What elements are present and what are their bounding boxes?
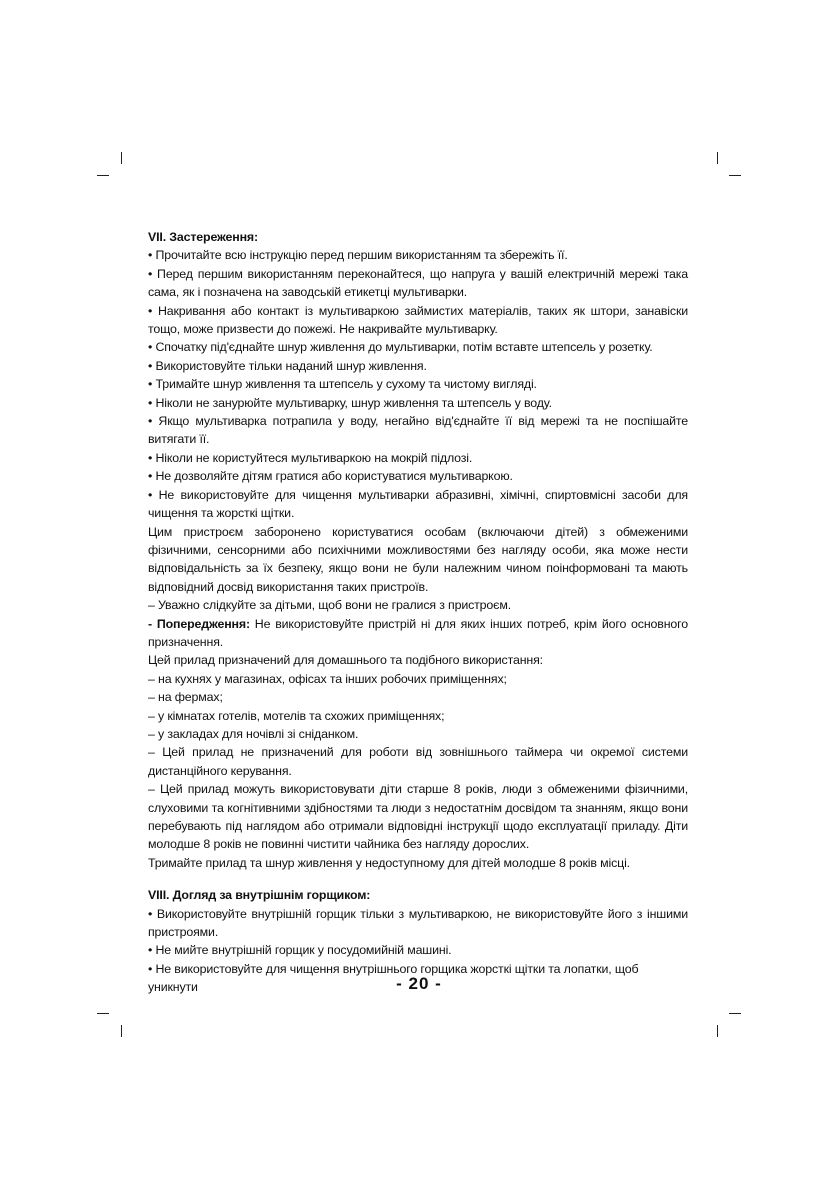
usage-item: Тримайте прилад та шнур живлення у недоступному для дітей молодше 8 років місці.	[148, 855, 630, 870]
warning-item: • Не використовуйте для чищення мультиварки абразивні, хімічні, спиртовмісні засоби для чищення та жорсткі щітки.	[148, 487, 688, 521]
crop-mark-bottom-right-v	[717, 1025, 718, 1037]
warning-item: • Не дозволяйте дітям гратися або користуватися мультиваркою.	[148, 469, 513, 484]
page-number: - 20 -	[396, 974, 442, 993]
usage-item: Цей прилад призначений для домашнього та подібного використання:	[148, 653, 543, 668]
usage-item: – у закладах для ночівлі зі сніданком.	[148, 726, 359, 741]
warning-paragraph: Цим пристроєм заборонено користуватися особам (включаючи дітей) з обмеженими фізичними, сенсорними або психічними можливостями без нагляду особи, яка може нести відповідальність за їх безпеку, якщо вони не були належним чином поінформовані та мають відповідний досвід використання таких пристроїв.	[148, 524, 688, 594]
warning-item: • Прочитайте всю інструкцію перед першим використанням та збережіть її.	[148, 248, 568, 263]
usage-item: – Цей прилад можуть використовувати діти старше 8 років, люди з обмеженими фізичними, слуховими та когнітивними здібностями та люди з недостатнім досвідом та знанням, якщо вони перебувають під наглядом або отримали відповідні інструкції щодо експлуатації приладу. Діти молодше 8 років не повинні чистити чайника без нагляду дорослих.	[148, 782, 688, 852]
warning-item: • Спочатку під'єднайте шнур живлення до мультиварки, потім вставте штепсель у розетку.	[148, 340, 653, 355]
warning-item: • Тримайте шнур живлення та штепсель у сухому та чистому вигляді.	[148, 377, 537, 392]
warning-item: – Уважно слідкуйте за дітьми, щоб вони не гралися з пристроєм.	[148, 598, 511, 613]
warning-item: • Накривання або контакт із мультиваркою займистих матеріалів, таких як штори, занавіски тощо, може призвести до пожежі. Не накривайте мультиварку.	[148, 303, 688, 337]
warning-item: • Перед першим використанням переконайтеся, що напруга у вашій електричній мережі така сама, як і позначена на заводській етикетці мультиварки.	[148, 266, 688, 300]
crop-mark-top-left-h	[97, 175, 109, 176]
crop-mark-top-left-v	[121, 152, 122, 164]
care-item: • Не використовуйте для чищення внутрішнього горщика жорсткі щітки та лопатки, щоб уникнути	[148, 961, 639, 995]
care-item: • Використовуйте внутрішній горщик тільки з мультиваркою, не використовуйте його з іншими пристроями.	[148, 906, 688, 940]
warning-item: • Якщо мультиварка потрапила у воду, негайно від'єднайте її від мережі та не поспішайте витягати її.	[148, 414, 688, 447]
warning-item: • Використовуйте тільки наданий шнур живлення.	[148, 358, 427, 373]
crop-mark-bottom-left-h	[97, 1013, 109, 1014]
caution-label: - Попередження:	[148, 616, 250, 631]
usage-item: – у кімнатах готелів, мотелів та схожих приміщеннях;	[148, 708, 445, 723]
warning-item: • Ніколи не користуйтеся мультиваркою на мокрій підлозі.	[148, 450, 473, 465]
section-title-warnings: VII. Застереження:	[148, 230, 258, 244]
caution-text: Не використовуйте пристрій ні для яких інших потреб, крім його основного призначення.	[148, 616, 688, 649]
caution-paragraph	[148, 615, 688, 652]
crop-mark-bottom-right-h	[729, 1013, 741, 1014]
care-item: • Не мийте внутрішній горщик у посудомийній машині.	[148, 943, 452, 958]
crop-mark-bottom-left-v	[121, 1025, 122, 1037]
usage-item: – на фермах;	[148, 690, 223, 705]
manual-text	[148, 228, 688, 997]
section-title-care: VIII. Догляд за внутрішнім горщиком:	[148, 888, 371, 903]
crop-mark-top-right-v	[717, 152, 718, 164]
usage-item: – Цей прилад не призначений для роботи від зовнішнього таймера чи окремої системи дистанційного керування.	[148, 745, 688, 778]
usage-item: – на кухнях у магазинах, офісах та інших робочих приміщеннях;	[148, 671, 507, 686]
crop-mark-top-right-h	[729, 175, 741, 176]
warning-item: • Ніколи не занурюйте мультиварку, шнур живлення та штепсель у воду.	[148, 395, 552, 410]
